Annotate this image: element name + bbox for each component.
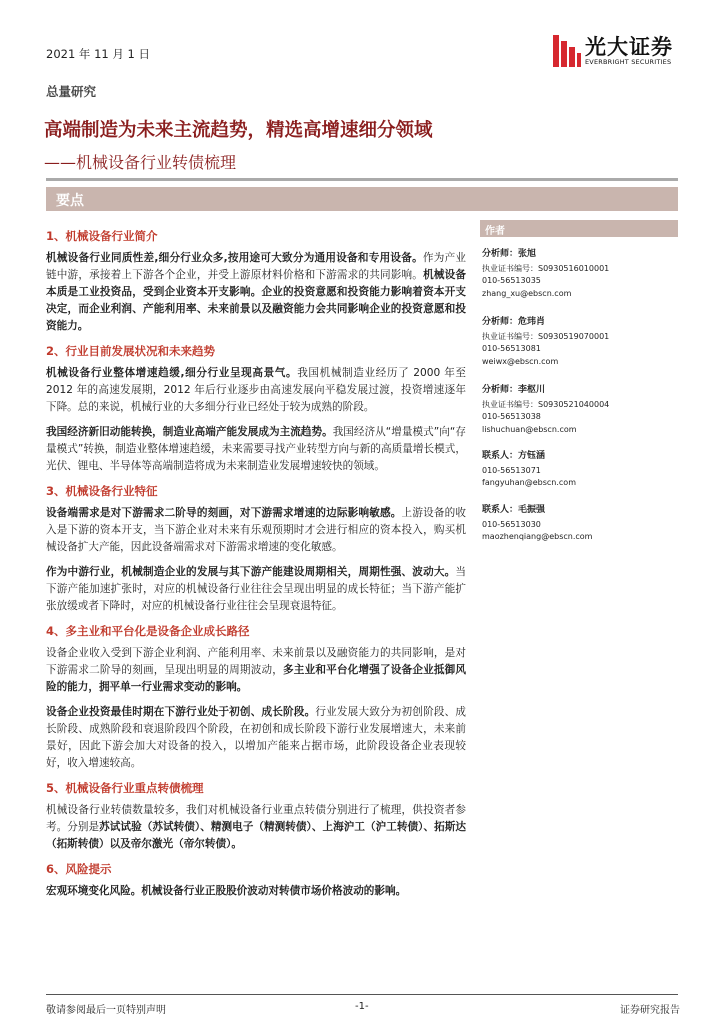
analyst-name: 分析师：李枢川 xyxy=(482,385,546,395)
footer-divider xyxy=(46,994,678,995)
report-title: 高端制造为未来主流趋势，精选高增速细分领域 xyxy=(44,120,433,141)
section-heading: 1、机械设备行业简介 xyxy=(46,229,158,243)
analyst-name: 分析师：张旭 xyxy=(482,249,537,259)
contact-card xyxy=(482,450,576,490)
analyst-phone: 010-56513038 xyxy=(482,412,541,421)
analyst-card xyxy=(482,316,609,368)
paragraph: 机械设备行业整体增速趋缓,细分行业呈现高景气。我国机械制造业经历了 2000 年至 2012 年的高速发展期，2012 年后行业逐步由高速发展向平稳发展过渡，投资增速逐年下降。总的来说，机械行业的大多细分行业已经处于较为成熟的阶段。 xyxy=(46,367,466,413)
analyst-email[interactable]: zhang_xu@ebscn.com xyxy=(482,288,572,298)
main-content xyxy=(46,228,466,908)
contact-email[interactable]: maozhenqiang@ebscn.com xyxy=(482,532,593,541)
paragraph: 机械设备行业同质性差,细分行业众多,按用途可大致分为通用设备和专用设备。作为产业链中游，承接着上下游各个企业，并受上游原材料价格和下游需求的共同影响。机械设备本质是工业投资品，受到企业资本开支影响。企业的投资意愿和投资能力影响着资本开支决定，而企业利润、产能利用率、未来前景以及融资能力会共同影响企业的投资意愿和投资能力。 xyxy=(46,252,467,332)
footer-report-type: 证券研究报告 xyxy=(620,1005,680,1016)
paragraph: 作为中游行业，机械制造企业的发展与其下游产能建设周期相关，周期性强、波动大。当下游产能加速扩张时，对应的机械设备行业往往会呈现出明显的成长特征；当下游产能扩张放缓或者下降时，对应的机械设备行业往往会呈现衰退特征。 xyxy=(46,566,466,612)
report-category: 总量研究 xyxy=(46,84,97,99)
section-heading: 6、风险提示 xyxy=(46,862,112,876)
paragraph: 机械设备行业转债数量较多，我们对机械设备行业重点转债分别进行了梳理，供投资者参考。分别是苏试试验（苏试转债）、精测电子（精测转债）、上海沪工（沪工转债）、拓斯达（拓斯转债）以及帝尔激光（帝尔转债）。 xyxy=(46,804,466,850)
contact-email[interactable]: fangyuhan@ebscn.com xyxy=(482,478,576,487)
section-heading: 5、机械设备行业重点转债梳理 xyxy=(46,781,204,795)
analyst-cert: 执业证书编号：S0930521040004 xyxy=(482,399,610,409)
keypoints-label: 要点 xyxy=(56,193,84,209)
logo-subtitle: EVERBRIGHT SECURITIES xyxy=(585,58,672,66)
paragraph: 设备企业投资最佳时期在下游行业处于初创、成长阶段。行业发展大致分为初创阶段、成长阶段、成熟阶段和衰退阶段四个阶段，在初创和成长阶段下游行业发展增速大，未来前景好，因此下游会加大对设备的投入，以增加产能来占据市场，此阶段设备企业表现较好，收入增速较高。 xyxy=(46,706,466,769)
section-heading: 2、行业目前发展状况和未来趋势 xyxy=(46,344,215,358)
report-subtitle: ——机械设备行业转债梳理 xyxy=(44,153,237,172)
contact-card xyxy=(482,504,592,544)
paragraph: 设备端需求是对下游需求二阶导的刻画，对下游需求增速的边际影响敏感。上游设备的收入是下游的资本开支，当下游企业对未来有乐观预期时才会进行相应的资本投入，购买机械设备扩大产能，因此设备端需求对下游需求增速的变化敏感。 xyxy=(46,507,467,553)
paragraph: 宏观环境变化风险。机械设备行业正股股价波动对转债市场价格波动的影响。 xyxy=(46,885,407,897)
footer-disclaimer: 敬请参阅最后一页特别声明 xyxy=(46,1005,166,1016)
contact-phone: 010-56513071 xyxy=(482,465,541,475)
page-number: -1- xyxy=(355,1001,369,1012)
author-header: 作者 xyxy=(480,220,678,237)
analyst-phone: 010-56513081 xyxy=(482,344,541,353)
analyst-email[interactable]: lishuchuan@ebscn.com xyxy=(482,424,577,434)
keypoints-banner xyxy=(46,187,678,211)
contact-name: 联系人：毛振强 xyxy=(482,505,546,515)
contact-phone: 010-56513030 xyxy=(482,519,541,529)
paragraph: 设备企业收入受到下游企业利润、产能利用率、未来前景以及融资能力的共同影响，是对下游需求二阶导的刻画，呈现出明显的周期波动，多主业和平台化增强了设备企业抵御风险的能力，拥平单一行业需求变动的影响。 xyxy=(46,647,467,693)
section-heading: 4、多主业和平台化是设备企业成长路径 xyxy=(46,624,250,638)
analyst-cert: 执业证书编号：S0930519070001 xyxy=(482,331,610,341)
paragraph: 我国经济新旧动能转换，制造业高端产能发展成为主流趋势。我国经济从“增量模式”向“存量模式”转换，制造业整体增速趋缓，未来需要寻找产业转型方向与新的高质量增长模式，光伏、锂电、半导体等高端制造将成为未来制造业发展增速较快的领域。 xyxy=(46,426,466,472)
analyst-name: 分析师：危玮肖 xyxy=(482,317,546,327)
analyst-card xyxy=(482,384,609,436)
title-divider xyxy=(46,178,678,181)
analyst-cert: 执业证书编号：S0930516010001 xyxy=(482,263,610,273)
report-date: 2021 年 11 月 1 日 xyxy=(46,47,150,61)
contact-name: 联系人：方钰涵 xyxy=(482,451,546,461)
analyst-phone: 010-56513035 xyxy=(482,276,541,285)
analyst-email[interactable]: weiwx@ebscn.com xyxy=(482,356,559,366)
logo-name: 光大证券 xyxy=(585,35,673,59)
analyst-card xyxy=(482,248,609,300)
section-heading: 3、机械设备行业特征 xyxy=(46,484,158,498)
